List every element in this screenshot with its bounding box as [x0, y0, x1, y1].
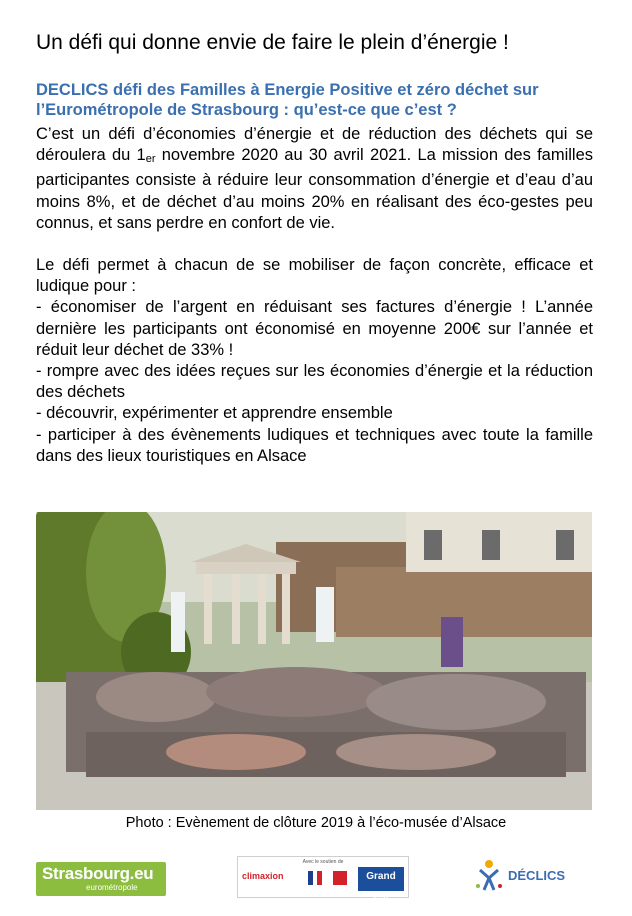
photo-illustration: [36, 512, 592, 810]
ademe-icon: [333, 871, 347, 885]
strasbourg-logo-text: Strasbourg.eu: [42, 864, 154, 883]
subtitle-question: DECLICS défi des Familles à Energie Positive et zéro déchet sur l’Eurométropole de Strasbourg : qu’est-ce que c’est ?: [36, 81, 539, 119]
bullet-item: - participer à des évènements ludiques et techniques avec toute la famille dans des lieux touristiques en Alsace: [36, 425, 593, 465]
declics-logo: [472, 856, 582, 896]
body-text: [36, 124, 593, 467]
strasbourg-logo: [36, 862, 166, 896]
intro-text-start: C’est un défi d’économies d’énergie et de réduction des déchets qui se déroulera du 1: [36, 125, 593, 165]
bullet-item: - découvrir, expérimenter et apprendre ensemble: [36, 404, 393, 423]
grand-est-logo: Grand Est: [358, 867, 404, 891]
ordinal-suffix: er: [145, 153, 156, 166]
intro-paragraph: [36, 124, 593, 234]
benefits-intro: Le défi permet à chacun de se mobiliser de façon concrète, efficace et ludique pour :: [36, 256, 593, 296]
climaxion-logo: climaxion: [242, 871, 284, 881]
intro-text-end: novembre 2020 au 30 avril 2021. La mission des familles participantes consiste à réduire leur consommation d’énergie et d’eau d’au moins 8%, et de déchet d’au moins 20% en réalisant des éco-gestes peu connus, et sans perdre en confort de vie.: [36, 146, 593, 232]
photo-caption: Photo : Evènement de clôture 2019 à l’éco-musée d’Alsace: [125, 815, 507, 831]
declics-figure-icon: [472, 856, 506, 896]
bullet-item: - économiser de l’argent en réduisant ses factures d’énergie ! L’année dernière les participants ont économisé en moyenne 200€ sur l’année et réduit leur déchet de 33% !: [36, 298, 593, 359]
partners-label: Avec le soutien de: [302, 859, 344, 865]
page-title: Un défi qui donne envie de faire le plein d’énergie !: [36, 31, 509, 54]
strasbourg-logo-subtext: eurométropole: [86, 883, 138, 892]
logo-footer: [0, 850, 632, 910]
partner-logos: [237, 856, 409, 902]
republique-francaise-icon: [308, 871, 322, 885]
declics-logo-text: DÉCLICS: [508, 868, 566, 883]
bullet-item: - rompre avec des idées reçues sur les économies d’énergie et la réduction des déchets: [36, 362, 593, 402]
group-photo: [36, 512, 592, 810]
